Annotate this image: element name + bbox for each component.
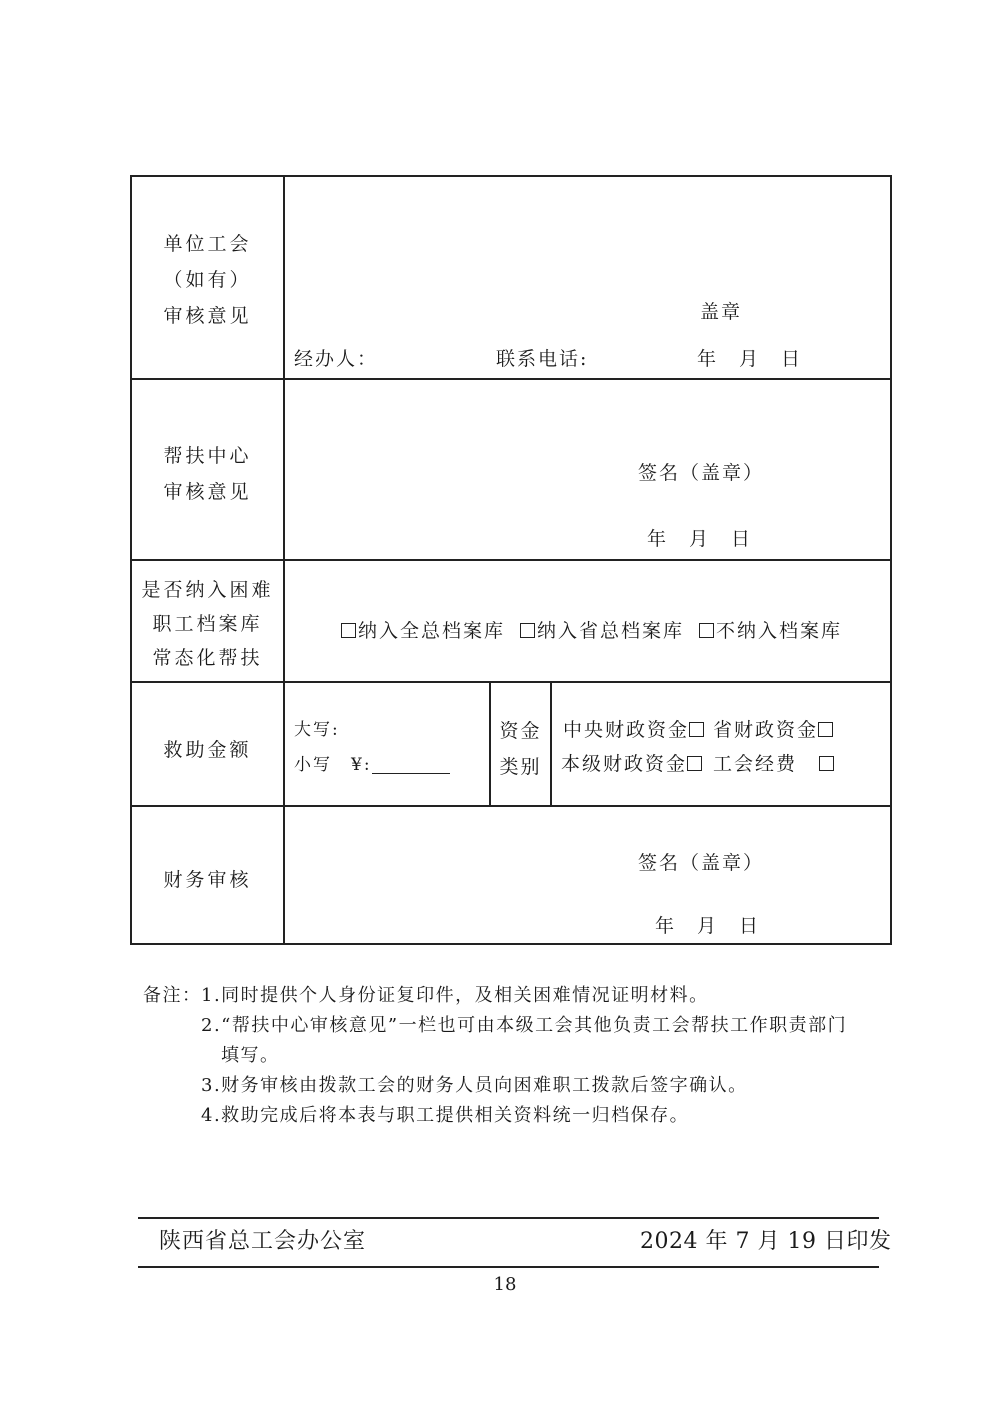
seal-text: 盖章 (700, 301, 743, 323)
notes-prefix: 备注： (143, 985, 202, 1006)
fund-type-label: 资金 类别 (499, 720, 542, 778)
checkbox-icon[interactable] (341, 623, 356, 638)
date-field: 年 月 日 (647, 528, 753, 550)
amount-lower-input[interactable] (372, 757, 450, 774)
center-review-label: 帮扶中心 审核意见 (163, 445, 252, 503)
finance-review-label: 财务审核 (163, 869, 252, 891)
phone-label: 联系电话: (496, 348, 589, 370)
checkbox-icon[interactable] (687, 756, 702, 771)
handler-label: 经办人： (294, 348, 379, 370)
date-field: 年 月 日 (655, 915, 761, 937)
fund-union-option[interactable]: 工会经费 (713, 755, 836, 774)
page-number: 18 (493, 1274, 517, 1295)
union-review-label: 单位工会 （如有） 审核意见 (163, 233, 252, 327)
footer-bottom-rule (138, 1266, 879, 1268)
note-item: 填写。 (221, 1045, 280, 1066)
fund-central-option[interactable]: 中央财政资金 (563, 721, 706, 740)
note-item: 4.救助完成后将本表与职工提供相关资料统一归档保存。 (201, 1105, 690, 1126)
checkbox-icon[interactable] (818, 722, 833, 737)
fund-provincial-option[interactable]: 省财政资金 (713, 721, 835, 740)
checkbox-icon[interactable] (819, 756, 834, 771)
note-item: 2.“帮扶中心审核意见”一栏也可由本级工会其他负责工会帮扶工作职责部门 (201, 1015, 848, 1036)
archive-inclusion-label: 是否纳入困难 职工档案库 常态化帮扶 (141, 579, 274, 669)
issue-date: 2024 年 7 月 19 日印发 (640, 1229, 892, 1254)
date-field: 年 月 日 (697, 348, 803, 370)
option-national-archive[interactable]: 纳入全总档案库 (341, 622, 505, 641)
aid-amount-label: 救助金额 (163, 739, 252, 761)
option-provincial-archive[interactable]: 纳入省总档案库 (520, 622, 684, 641)
note-item: 3.财务审核由拨款工会的财务人员向困难职工拨款后签字确认。 (201, 1075, 748, 1096)
note-item: 1.同时提供个人身份证复印件，及相关困难情况证明材料。 (201, 985, 709, 1006)
amount-upper-label: 大写: (294, 720, 340, 740)
option-no-archive[interactable]: 不纳入档案库 (699, 622, 842, 641)
issuing-office: 陕西省总工会办公室 (159, 1229, 367, 1254)
footer-top-rule (138, 1217, 879, 1219)
fund-local-option[interactable]: 本级财政资金 (561, 755, 704, 774)
sign-seal-text: 签名（盖章） (638, 462, 765, 484)
checkbox-icon[interactable] (520, 623, 535, 638)
checkbox-icon[interactable] (689, 722, 704, 737)
sign-seal-text: 签名（盖章） (638, 852, 765, 874)
checkbox-icon[interactable] (699, 623, 714, 638)
amount-lower-field: 小写 ¥: (294, 757, 450, 774)
